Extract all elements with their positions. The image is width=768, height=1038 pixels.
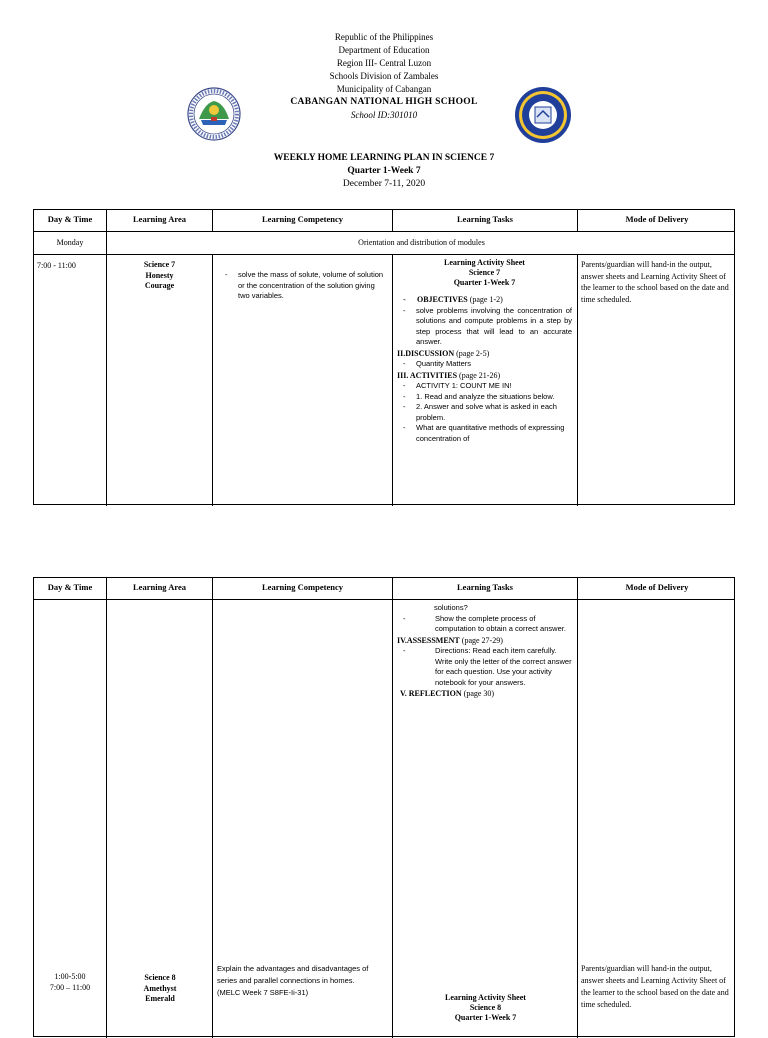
header	[0, 31, 768, 122]
plan-dates: December 7-11, 2020	[342, 179, 426, 189]
objectives-title: OBJECTIVES	[417, 295, 468, 304]
area-column	[106, 600, 212, 1038]
tasks-heading	[397, 258, 572, 288]
reflection-title: V. REFLECTION	[400, 689, 462, 698]
area-section-1: Amethyst	[143, 983, 177, 993]
area-subject: Science 8	[144, 973, 176, 982]
assessment-page: (page 27-29)	[459, 635, 503, 645]
tasks-heading-2: Science 8	[469, 1003, 502, 1012]
time-slot-line-1: 1:00-5:00	[54, 972, 86, 981]
discussion-title: II.DISCUSSION	[397, 348, 455, 358]
competency-text: - solve the mass of solute, volume of solution or the concentration of the solution giving two variables.	[219, 270, 386, 302]
delivery-column	[577, 600, 736, 1038]
objectives-page: (page 1-2)	[467, 295, 503, 304]
monday-day: Monday	[56, 238, 84, 247]
time-slot: 7:00 - 11:00	[37, 261, 76, 270]
area-section-2: Courage	[144, 281, 175, 290]
tasks-heading-3: Quarter 1-Week 7	[454, 1013, 517, 1022]
table-row-science7	[34, 254, 734, 506]
assessment-title: IV.ASSESSMENT	[397, 635, 460, 645]
header-line-division: Schools Division of Zambales	[329, 71, 439, 81]
tasks-heading-1: Learning Activity Sheet	[444, 258, 525, 267]
continued-item: - Show the complete process of computation to obtain a correct answer.	[397, 614, 572, 635]
col-learning-area: Learning Area	[106, 210, 212, 231]
deped-seal-icon	[187, 87, 241, 141]
tasks-heading-science8	[393, 993, 578, 1023]
activities-item-2: - 1. Read and analyze the situations below.	[397, 392, 572, 403]
activities-heading	[397, 370, 572, 382]
competency-column	[212, 600, 392, 1038]
delivery-science8: Parents/guardian will hand-in the output, answer sheets and Learning Activity Sheet of the learner to the school based on the date and time scheduled.	[581, 964, 729, 1009]
school-name: CABANGAN NATIONAL HIGH SCHOOL	[290, 97, 478, 107]
table-row-monday	[34, 231, 734, 254]
col-learning-tasks: Learning Tasks	[392, 578, 577, 599]
discussion-item: - Quantity Matters	[397, 359, 572, 370]
continued-text: solutions?	[434, 603, 468, 612]
plan-quarter: Quarter 1-Week 7	[347, 166, 421, 176]
col-learning-competency: Learning Competency	[212, 578, 392, 599]
col-mode-of-delivery: Mode of Delivery	[577, 210, 736, 231]
header-line-republic: Republic of the Philippines	[334, 32, 434, 42]
activities-item-3: - 2. Answer and solve what is asked in each problem.	[397, 402, 572, 423]
competency-science8: Explain the advantages and disadvantages of series and parallel connections in homes. (MELC Week 7 S8FE-Ii-31)	[217, 964, 369, 997]
table-header-row	[34, 578, 734, 599]
col-learning-area: Learning Area	[106, 578, 212, 599]
learning-tasks-cell	[392, 600, 577, 1038]
learning-tasks-cell	[392, 255, 577, 506]
plan-table-1	[33, 209, 735, 505]
area-subject: Science 7	[143, 260, 176, 269]
area-section-2: Emerald	[145, 994, 175, 1003]
plan-title-main: WEEKLY HOME LEARNING PLAN IN SCIENCE 7	[273, 153, 495, 163]
school-seal-icon	[514, 86, 572, 144]
col-learning-tasks: Learning Tasks	[392, 210, 577, 231]
competency-cell	[212, 255, 392, 506]
tasks-heading-2: Science 7	[468, 268, 501, 277]
tasks-heading-3: Quarter 1-Week 7	[453, 278, 516, 287]
header-line-department: Department of Education	[338, 45, 430, 55]
discussion-page: (page 2-5)	[454, 348, 490, 358]
monday-orientation: Orientation and distribution of modules	[106, 232, 736, 254]
area-section-1: Honesty	[145, 270, 174, 280]
plan-table-2	[33, 577, 735, 1037]
learning-area-science7	[106, 255, 212, 506]
assessment-item: - Directions: Read each item carefully. Write only the letter of the correct answer for each question. Use your activity notebook for your answers.	[397, 646, 572, 688]
table-row-continued	[34, 599, 734, 1038]
tasks-heading-1: Learning Activity Sheet	[445, 993, 526, 1002]
activities-page: (page 21-26)	[457, 370, 501, 380]
activities-title: III. ACTIVITIES	[397, 370, 458, 380]
time-slot-science8	[34, 971, 106, 993]
school-id: School ID:301010	[350, 110, 418, 120]
objectives-item: - solve problems involving the concentration of solutions and compute problems in a step by step process that will lead to an accurate answer.	[397, 306, 572, 348]
assessment-heading	[397, 635, 572, 647]
activities-item-4: - What are quantitative methods of expressing concentration of	[397, 423, 572, 444]
time-column	[34, 600, 106, 1038]
col-mode-of-delivery: Mode of Delivery	[577, 578, 736, 599]
time-slot-line-2: 7:00 – 11:00	[49, 983, 91, 992]
reflection-page: (page 30)	[461, 689, 495, 698]
delivery-cell: Parents/guardian will hand-in the output, answer sheets and Learning Activity Sheet of the learner to the school based on the date and time scheduled.	[577, 255, 736, 506]
header-line-municipality: Municipality of Cabangan	[336, 84, 432, 94]
discussion-heading	[397, 348, 572, 360]
table-header-row	[34, 210, 734, 231]
col-day-time: Day & Time	[47, 582, 93, 592]
activities-item-1: - ACTIVITY 1: COUNT ME IN!	[397, 381, 572, 392]
header-line-region: Region III- Central Luzon	[336, 58, 432, 68]
plan-title	[0, 152, 768, 191]
col-learning-competency: Learning Competency	[212, 210, 392, 231]
col-day-time: Day & Time	[47, 214, 93, 224]
objectives-heading: - OBJECTIVES (page 1-2)	[403, 295, 503, 304]
learning-area-science8	[107, 973, 213, 1005]
reflection-heading	[397, 688, 572, 700]
